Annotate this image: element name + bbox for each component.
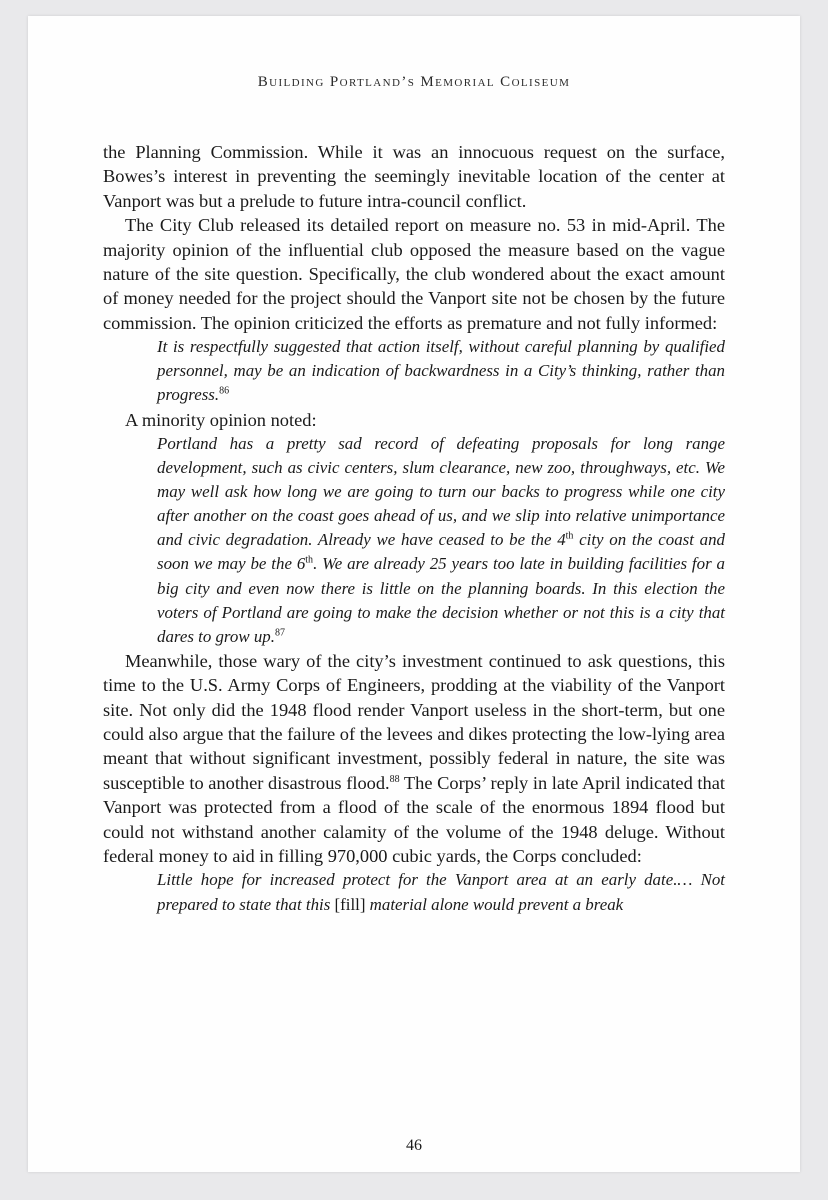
- paragraph-4-text-a: Meanwhile, those wary of the city’s investment continued to ask questions, this time to the U.S. Army Corps of Engineers, prodding at the viability of the Vanport site. Not only did the 1948 flood render Vanport useless in the short-term, but one could also argue that the failure of the levees and dikes protecting the low-lying area meant that without significant investment, possibly federal in nature, the site was susceptible to another disastrous flood.: [103, 650, 725, 793]
- ordinal-suffix-1: th: [565, 530, 574, 542]
- block-quote-2-text-b: city on the coast and soon we may be the 6: [157, 530, 725, 574]
- running-head-text: Building Portland’s Memorial Coliseum: [257, 74, 571, 90]
- ordinal-suffix-2: th: [305, 554, 314, 566]
- block-quote-3-text-b: material alone would prevent a break: [365, 894, 624, 914]
- footnote-ref-86: 86: [219, 385, 230, 397]
- block-quote-2-text-a: Portland has a pretty sad record of defeating proposals for long range development, such as civic centers, slum clearance, new zoo, throughways, etc. We may well ask how long we are going to turn our backs to progress while one city after another on the coast goes ahead of us, and we slip into relative unimportance and civic degradation. Already we have ceased to be the 4: [157, 433, 725, 550]
- block-quote-2: [103, 432, 725, 649]
- block-quote-3-text-a: Little hope for increased protect for the Vanport area at an early date.… Not prepared to state that this: [157, 870, 725, 914]
- paragraph-1: the Planning Commission. While it was an innocuous request on the surface, Bowes’s interest in preventing the seemingly inevitable location of the center at Vanport was but a prelude to future intra-council conflict.: [103, 142, 725, 211]
- block-quote-2-text-c: . We are already 25 years too late in building facilities for a big city and even now there is little on the planning boards. In this election the voters of Portland are going to make the decision whether or not this is a city that dares to grow up.: [157, 554, 725, 646]
- body-text: [103, 140, 725, 917]
- footnote-ref-88: 88: [389, 773, 400, 785]
- footnote-ref-87: 87: [274, 627, 285, 639]
- paragraph-4: [103, 649, 725, 869]
- paragraph-2: The City Club released its detailed report on measure no. 53 in mid-April. The majority opinion of the influential club opposed the measure based on the vague nature of the site question. Specifically, the club wondered about the exact amount of money needed for the project should the Vanport site not be chosen by the future commission. The opinion criticized the efforts as premature and not fully informed:: [103, 215, 725, 333]
- paragraph-3: A minority opinion noted:: [125, 409, 317, 430]
- running-head: [103, 74, 725, 91]
- block-quote-1: [103, 335, 725, 407]
- block-quote-1-text: It is respectfully suggested that action itself, without careful planning by qualified personnel, may be an indication of backwardness in a City’s thinking, rather than progress.: [157, 337, 725, 405]
- book-page: [28, 16, 800, 1172]
- block-quote-3: [103, 868, 725, 916]
- page-number: 46: [406, 1137, 422, 1154]
- editorial-bracket: [fill]: [334, 894, 366, 914]
- paragraph-4-text-b: The Corps’ reply in late April indicated that Vanport was protected from a flood of the scale of the enormous 1894 flood but could not withstand another calamity of the volume of the 1948 deluge. Without federal money to aid in filling 970,000 cubic yards, the Corps concluded:: [103, 772, 725, 867]
